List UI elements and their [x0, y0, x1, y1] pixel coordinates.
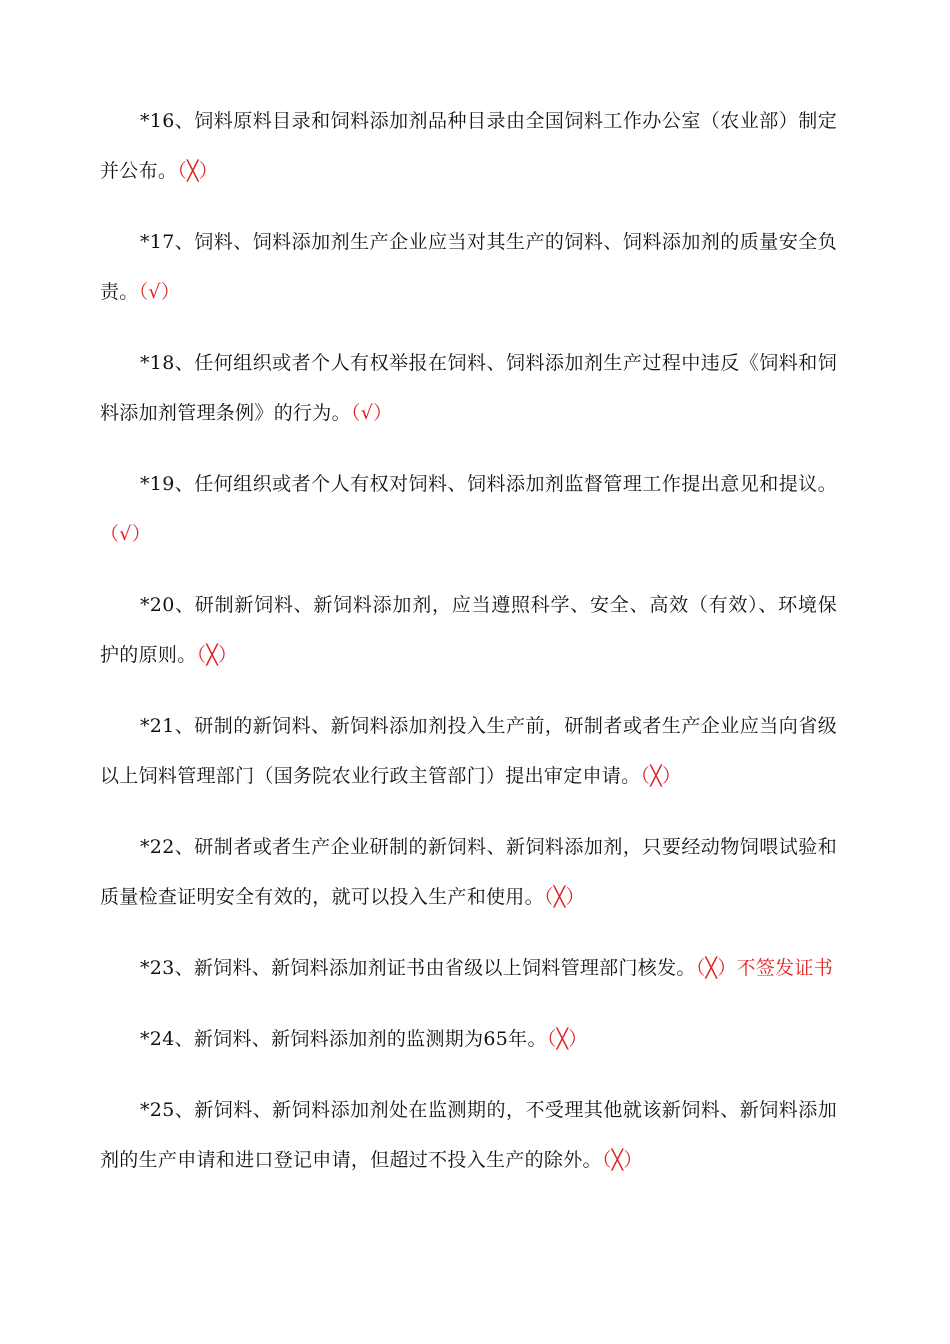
question-24: [100, 1014, 837, 1064]
question-text: 、研制的新饲料、新饲料添加剂投入生产前，研制者或者生产企业应当向省级以上饲料管理部门（国务院农业行政主管部门）提出审定申请。: [100, 715, 837, 787]
question-text: 、研制者或者生产企业研制的新饲料、新饲料添加剂，只要经动物饲喂试验和质量检查证明安全有效的，就可以投入生产和使用。: [100, 836, 837, 908]
question-text: 、任何组织或者个人有权举报在饲料、饲料添加剂生产过程中违反《饲料和饲料添加剂管理条例》的行为。: [100, 352, 837, 424]
question-17: [100, 217, 837, 317]
answer-mark: （╳）: [543, 886, 585, 908]
question-text: 、新饲料、新饲料添加剂处在监测期的，不受理其他就该新饲料、新饲料添加剂的生产申请和进口登记申请，但超过不投入生产的除外。: [100, 1099, 837, 1171]
question-number: *20: [140, 594, 175, 616]
question-text: 、任何组织或者个人有权对饲料、饲料添加剂监督管理工作提出意见和提议。: [174, 473, 837, 495]
answer-mark: （╳）: [601, 1149, 643, 1171]
question-text: 、新饲料、新饲料添加剂证书由省级以上饲料管理部门核发。: [174, 957, 696, 979]
question-number: *21: [140, 715, 175, 737]
question-21: [100, 701, 837, 801]
question-20: [100, 580, 837, 680]
question-23: [100, 943, 837, 993]
answer-mark: （√）: [138, 281, 181, 303]
question-text: 、饲料、饲料添加剂生产企业应当对其生产的饲料、饲料添加剂的质量安全负责。: [100, 231, 837, 303]
answer-mark: （╳）: [695, 957, 737, 979]
question-number: *25: [140, 1099, 175, 1121]
question-text: 、新饲料、新饲料添加剂的监测期为65年。: [174, 1028, 547, 1050]
question-number: *23: [140, 957, 175, 979]
question-number: *16: [140, 110, 175, 132]
question-19: [100, 459, 837, 559]
question-number: *19: [140, 473, 175, 495]
answer-mark: （╳）: [196, 644, 238, 666]
document-page: [100, 0, 837, 1206]
question-number: *22: [140, 836, 175, 858]
question-16: [100, 96, 837, 196]
answer-mark: （√）: [100, 523, 152, 545]
answer-note: 不签发证书: [736, 957, 834, 979]
top-margin: [100, 0, 837, 96]
question-18: [100, 338, 837, 438]
question-number: *18: [140, 352, 175, 374]
question-text: 、研制新饲料、新饲料添加剂，应当遵照科学、安全、高效（有效）、环境保护的原则。: [100, 594, 837, 666]
question-25: [100, 1085, 837, 1185]
answer-mark: （╳）: [640, 765, 682, 787]
question-number: *17: [140, 231, 175, 253]
answer-mark: （╳）: [546, 1028, 588, 1050]
answer-mark: （╳）: [177, 160, 219, 182]
question-22: [100, 822, 837, 922]
question-text: 、饲料原料目录和饲料添加剂品种目录由全国饲料工作办公室（农业部）制定并公布。: [100, 110, 837, 182]
answer-mark: （√）: [350, 402, 393, 424]
question-number: *24: [140, 1028, 175, 1050]
